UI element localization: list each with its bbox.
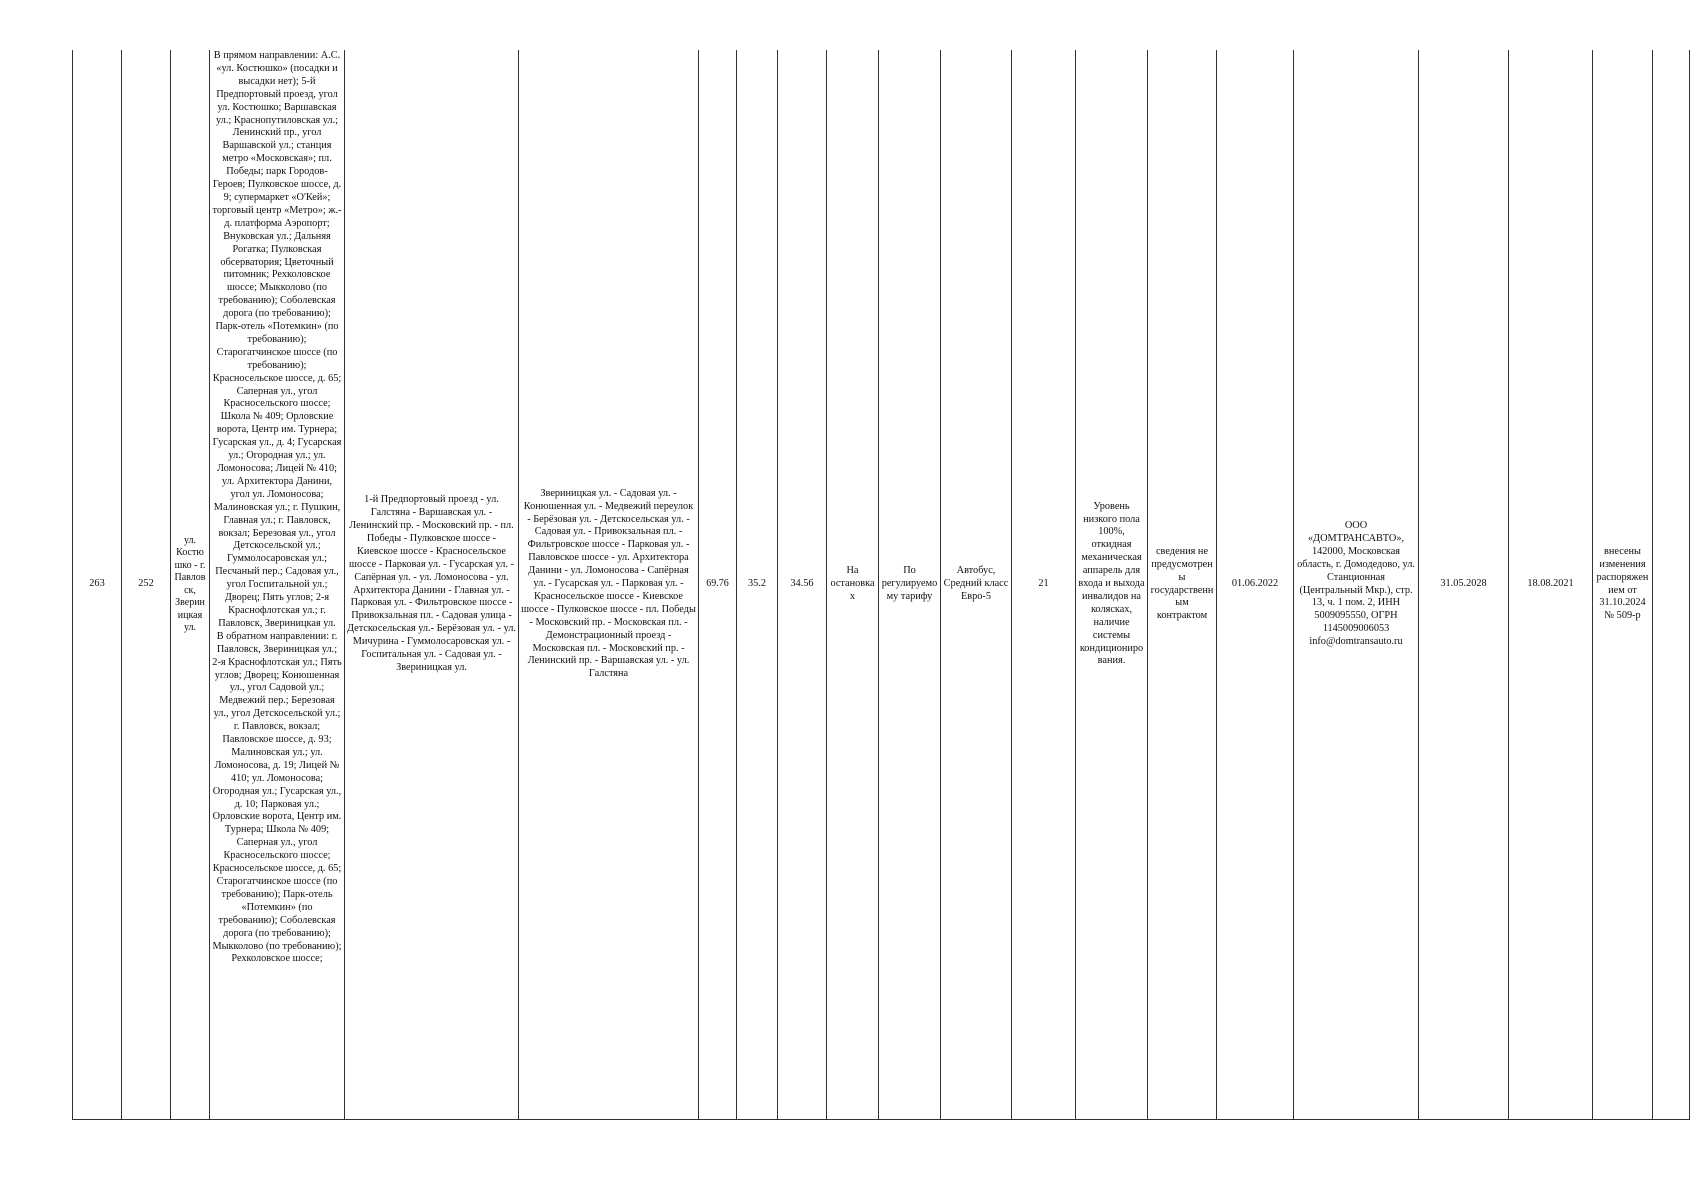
stops-backward-header: В обратном направлении: (216, 630, 330, 642)
notes-cell: внесены изменения распоряжением от 31.10.2024 № 509-р (1593, 50, 1653, 1120)
streets-backward-cell: Звериницкая ул. - Садовая ул. - Конюшенная ул. - Медвежий переулок - Берёзовая ул. - Детскосельская ул. - Садовая ул. - Привокзальная пл. - Фильтровское шоссе - Парковая ул. - Павловское шоссе - ул. Архитектора Данини - ул. Ломоносова - Сапёрная ул. - Гусарская ул. - Парковая ул. - Красносельское шоссе - Киевское шоссе - Пулковское шоссе - пл. Победы - Московский пр. - Московская пл. - Демонстрационный проезд - Московская пл. - Московский пр. - Ленинский пр. - Варшавская ул. - ул. Галстяна (519, 50, 699, 1120)
end-date-cell: 31.05.2028 (1419, 50, 1509, 1120)
stops-backward-list: г. Павловск, Звериницкая ул.; 2-я Краснофлотская ул.; Пять углов; Дворец; Конюшенная ул., угол Садовой ул.; Медвежий пер.; Березовая ул., угол Детскосельской ул.; г. Павловск, вокзал; Павловское шоссе, д. 93; Малиновская ул.; ул. Ломоносова, д. 19; Лицей № 410; ул. Ломоносова; Огородная ул.; Гусарская ул., д. 10; Парковая ул.; Орловские ворота, Центр им. Турнера; Школа № 409; Саперная ул., угол Красносельского шоссе; Красносельское шоссе, д. 65; Старогатчинское шоссе (по требованию); Парк-отель «Потемкин» (по требованию); Соболевская дорога (по требованию); Мыкколово (по требованию); Рехколовское шоссе; (212, 630, 342, 965)
length-total-cell: 69.76 (699, 50, 737, 1120)
streets-forward-cell: 1-й Предпортовый проезд - ул. Галстяна - Варшавская ул. - Ленинский пр. - Московский пр. - пл. Победы - Пулковское шоссе - Киевское шоссе - Красносельское шоссе - Парковая ул. - Гусарская ул. - Сапёрная ул. - ул. Ломоносова - ул. Архитектора Данини - Главная ул. - Парковая ул. - Фильтровское шоссе - Привокзальная пл. - Садовая улица - Детскосельская ул.- Берёзовая ул. - ул. Мичурина - Гуммолосаровская ул. - Госпитальная ул. - Садовая ул. - Звериницкая ул. (345, 50, 519, 1120)
start-date-cell: 01.06.2022 (1217, 50, 1294, 1120)
route-registry-table (72, 50, 1690, 1120)
vehicle-cell: Автобус, Средний класс Евро-5 (941, 50, 1012, 1120)
length-backward-cell: 34.56 (778, 50, 827, 1120)
tariff-cell: По регулируемому тарифу (879, 50, 941, 1120)
stops-forward-header: В прямом направлении: (213, 50, 319, 61)
contract-info-cell: сведения не предусмотрены государственным контрактом (1148, 50, 1217, 1120)
route-number-cell: 252 (122, 50, 171, 1120)
decision-date-cell: 18.08.2021 (1509, 50, 1593, 1120)
stops-forward-list: А.С. «ул. Костюшко» (посадки и высадки нет); 5-й Предпортовый проезд, угол ул. Костюшко; Варшавская ул.; Краснопутиловская ул.; Ленинский пр., угол Варшавской ул.; станция метро «Московская»; пл. Победы; парк Городов-Героев; Пулковское шоссе, д. 9; супермаркет «О'Кей»; торговый центр «Метро»; ж.-д. платформа Аэропорт; Внуковская ул.; Дальняя Рогатка; Пулковская обсерватория; Цветочный питомник; Рехколовское шоссе; Мыкколово (по требованию); Соболевская дорога (по требованию); Парк-отель «Потемкин» (по требованию); Старогатчинское шоссе (по требованию); Красносельское шоссе, д. 65; Саперная ул., угол Красносельского шоссе; Школа № 409; Орловские ворота, Центр им. Турнера; Гусарская ул., д. 4; Гусарская ул.; Огородная ул.; ул. Ломоносова; Лицей № 410; ул. Архитектора Данини, угол ул. Ломоносова; Малиновская ул.; г. Пушкин, Главная ул.; г. Павловск, вокзал; Березовая ул., угол Детскосельской ул.; Гуммолосаровская ул.; Песчаный пер.; Садовая ул., угол Госпитальной ул.; Дворец; Пять углов; 2-я Краснофлотская ул.; г. Павловск, Звериницкая ул. (212, 50, 342, 629)
vehicle-count-cell: 21 (1012, 50, 1076, 1120)
carrier-cell: ООО «ДОМТРАНСАВТО», 142000, Московская область, г. Домодедово, ул. Станционная (Центральный Мкр.), стр. 13, ч. 1 пом. 2, ИНН 5009095550, ОГРН 1145009006053 info@domtransauto.ru (1294, 50, 1419, 1120)
length-forward-cell: 35.2 (737, 50, 778, 1120)
stop-order-cell: На остановках (827, 50, 879, 1120)
registry-number-cell: 263 (73, 50, 122, 1120)
characteristics-cell: Уровень низкого пола 100%, откидная механическая аппарель для входа и выхода инвалидов на колясках, наличие системы кондиционирования. (1076, 50, 1148, 1120)
table-row (73, 50, 1690, 1120)
empty-cell (1653, 50, 1690, 1120)
route-name-cell: ул. Костюшко - г. Павловск, Звериницкая ул. (171, 50, 210, 1120)
stops-cell (210, 50, 345, 1120)
